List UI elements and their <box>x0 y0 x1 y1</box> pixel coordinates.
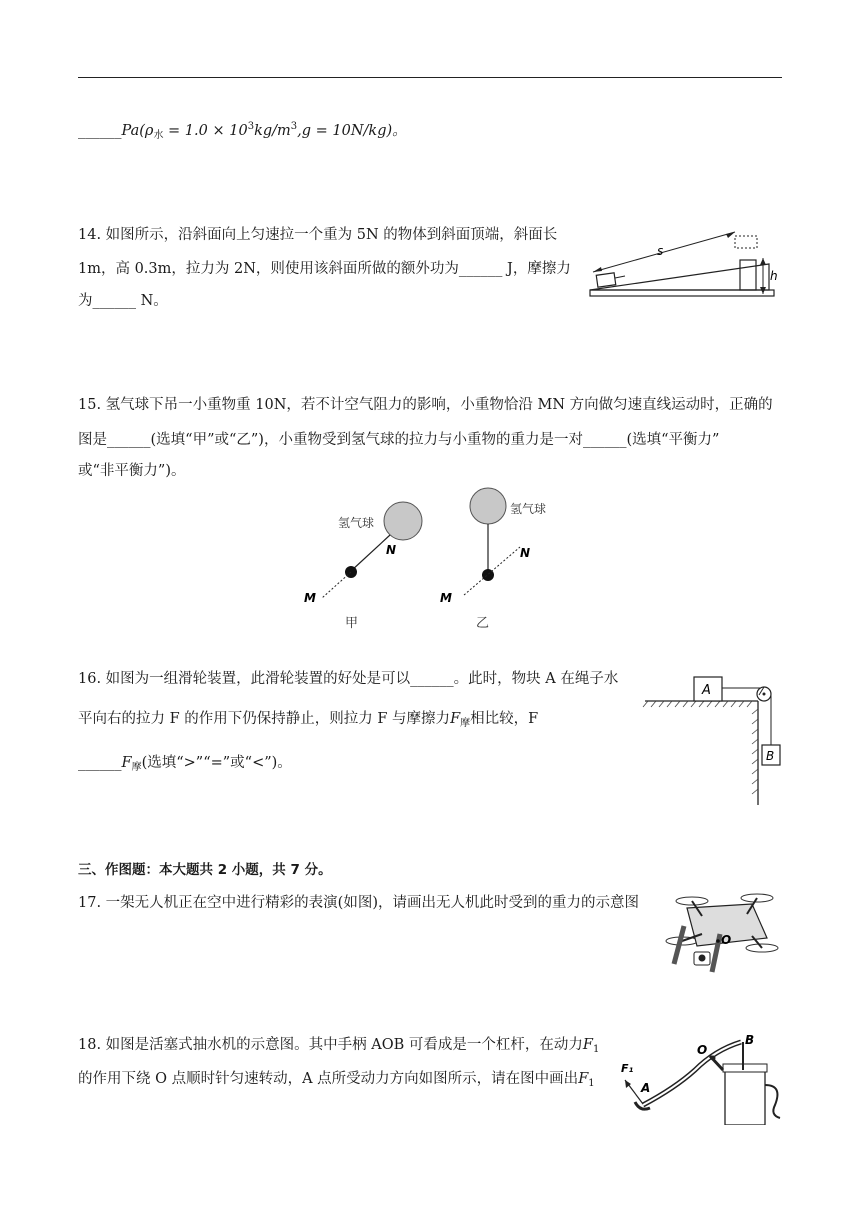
q15-line-2: 图是______(选填“甲”或“乙”)，小重物受到氢气球的拉力与小重物的重力是一对______(选填“平衡力” <box>78 432 720 448</box>
q16-line-3: $\_\_\_\_\_\_F_摩$(选填“>”“=”或“<”)。 <box>78 755 292 773</box>
incline-figure <box>585 222 785 302</box>
block-b-label: B <box>766 749 775 763</box>
jia-balloon-label: 氢气球 <box>338 516 375 530</box>
incline-h-label: h <box>770 269 778 283</box>
top-formula-line: $\_\_\_\_\_\_Pa(\rho_水 = 1.0 \times 10^3kg/m^3,g = 10N/kg)$。 <box>78 121 407 141</box>
q14-line-3: 为______ N。 <box>78 293 168 309</box>
drone-figure <box>662 886 782 976</box>
jia-label: 甲 <box>345 616 359 631</box>
yi-n-label: N <box>520 546 531 560</box>
section-3-heading: 三、作图题：本大题共 2 小题，共 7 分。 <box>78 862 332 878</box>
block-a-label: A <box>702 683 711 698</box>
jia-m-label: M <box>304 591 316 605</box>
q15-line-1: 15. 氢气球下吊一小重物重 10N，若不计空气阻力的影响，小重物恰沿 MN 方向做匀速直线运动时，正确的 <box>78 397 773 413</box>
pump-o-label: O <box>697 1043 708 1057</box>
q16-line-2: 平向右的拉力 F 的作用下仍保持静止，则拉力 F 与摩擦力$F_摩$相比较，F <box>78 711 539 729</box>
pulley-figure <box>640 665 790 810</box>
incline-s-label: s <box>657 244 664 258</box>
jia-n-label: N <box>386 543 397 557</box>
drone-o-label: O <box>721 933 732 947</box>
pump-figure <box>615 1030 785 1125</box>
balloon-figure <box>300 485 570 635</box>
q14-line-1: 14. 如图所示，沿斜面向上匀速拉一个重为 5N 的物体到斜面顶端，斜面长 <box>78 227 558 243</box>
pump-f1-label: F₁ <box>621 1062 634 1075</box>
q18-line-2: 的作用下绕 O 点顺时针匀速转动，A 点所受动力方向如图所示，请在图中画出$F_1$ <box>78 1071 595 1089</box>
yi-label: 乙 <box>476 616 490 631</box>
yi-m-label: M <box>440 591 452 605</box>
header-rule <box>78 77 782 78</box>
q14-line-2: 1m，高 0.3m，拉力为 2N，则使用该斜面所做的额外功为______ J，摩擦力 <box>78 261 571 277</box>
q18-line-1: 18. 如图是活塞式抽水机的示意图。其中手柄 AOB 可看成是一个杠杆，在动力$F_1$ <box>78 1037 600 1055</box>
yi-balloon-label: 氢气球 <box>510 502 547 516</box>
pump-b-label: B <box>745 1033 755 1047</box>
q15-line-3: 或“非平衡力”)。 <box>78 463 186 479</box>
q16-line-1: 16. 如图为一组滑轮装置，此滑轮装置的好处是可以______。此时，物块 A 在绳子水 <box>78 671 619 687</box>
pump-a-label: A <box>641 1081 651 1095</box>
q17-line-1: 17. 一架无人机正在空中进行精彩的表演(如图)，请画出无人机此时受到的重力的示意图 <box>78 895 639 911</box>
